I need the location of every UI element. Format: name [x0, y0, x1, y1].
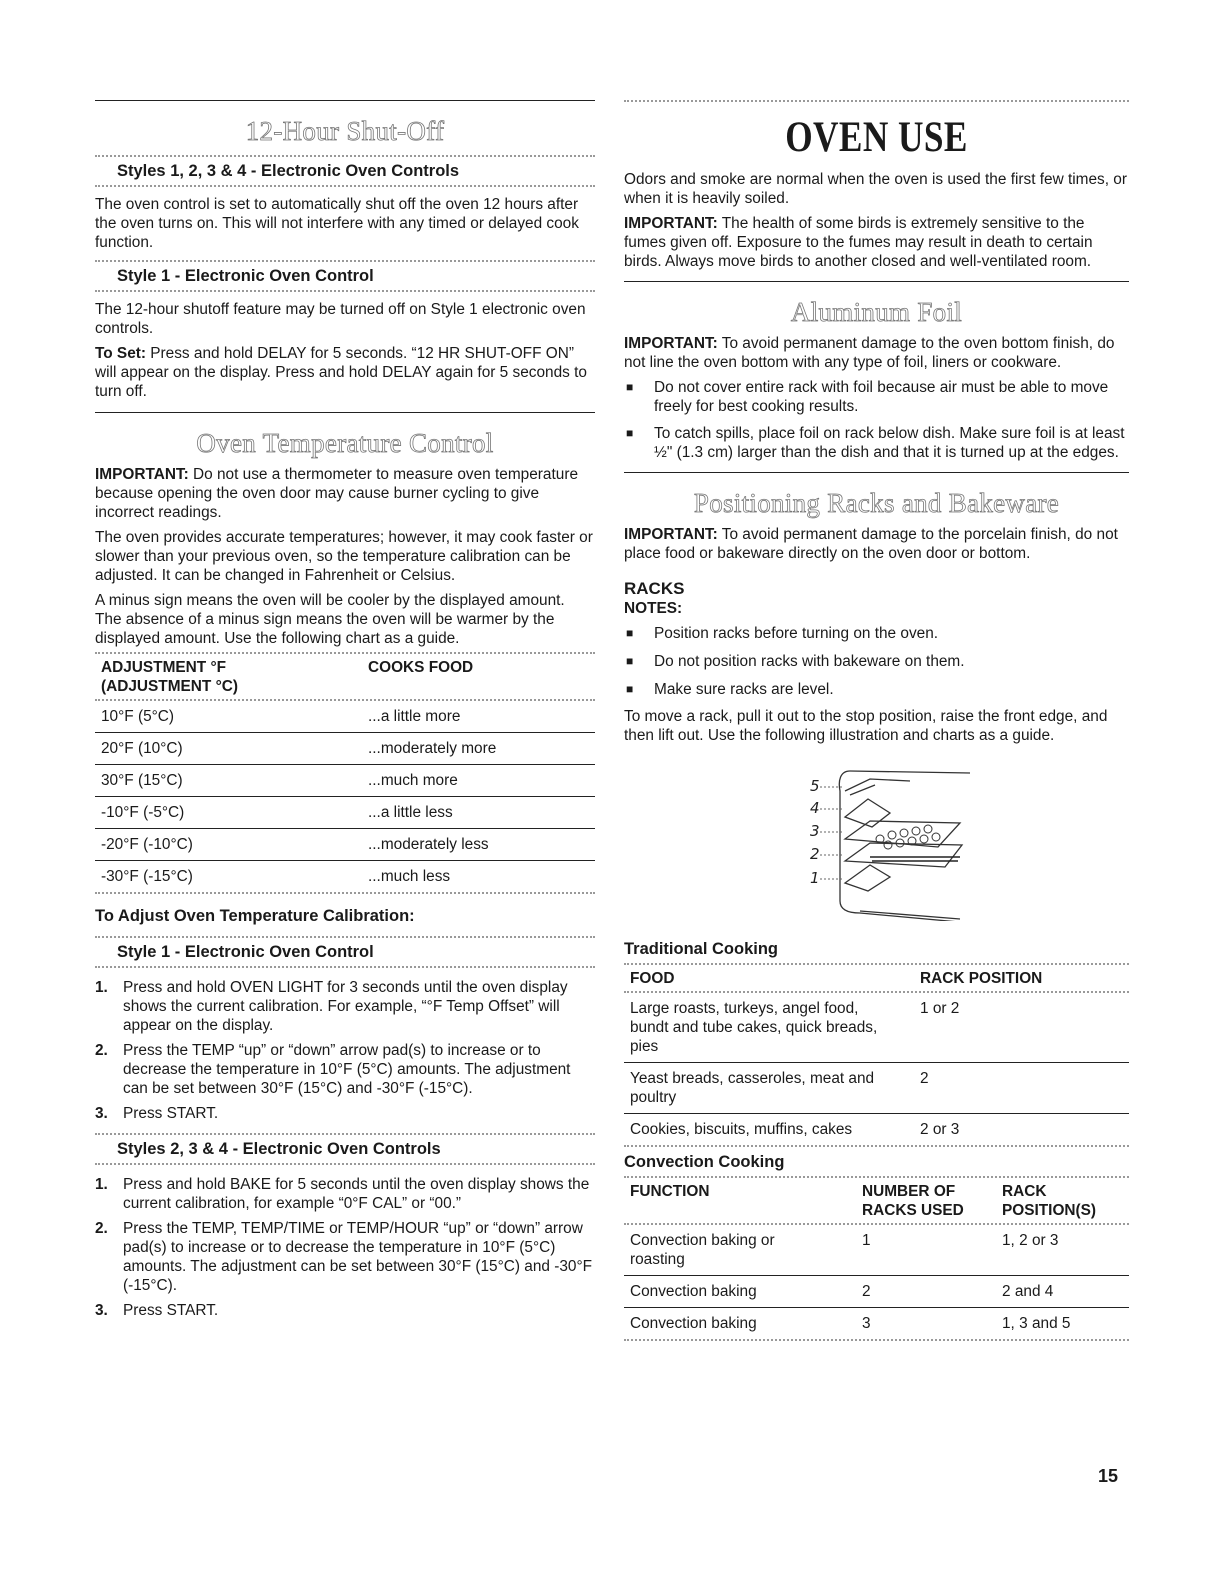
calibration-table — [95, 652, 595, 894]
list-item — [624, 624, 1129, 643]
convection-table — [624, 1178, 1129, 1341]
cell: Cookies, biscuits, muffins, cakes — [630, 1121, 853, 1138]
header-text: RACKS USED — [862, 1202, 964, 1219]
label: IMPORTANT: — [624, 215, 718, 232]
bullet-icon: ■ — [626, 654, 634, 668]
header-cell — [1002, 1182, 1096, 1220]
muffin-cup — [920, 835, 928, 843]
header-text: NUMBER OF — [862, 1183, 956, 1200]
text: Press and hold DELAY for 5 seconds. “12 HR SHUT-OFF ON” will appear on the display. Press and hold DELAY again for 5 seconds to turn off. — [95, 345, 587, 400]
paragraph: A minus sign means the oven will be cooler by the displayed amount. The absence of a minus sign means the oven will be warmer by the displayed amount. Use the following chart as a guide. — [95, 592, 565, 647]
muffin-cup — [888, 831, 896, 839]
cell: -30°F (-15°C) — [101, 868, 193, 885]
divider — [95, 412, 595, 413]
cell: 2 — [862, 1283, 871, 1300]
list-text: Press the TEMP, TEMP/TIME or TEMP/HOUR “up” or “down” arrow pad(s) to increase or to decrease the temperature in 10°F (5°C) amounts. The adjustment can be set between 30°F (15°C) and -30°F (-15°C). — [123, 1220, 593, 1294]
header-text: POSITION(S) — [1002, 1202, 1097, 1219]
subhead-adjust: To Adjust Oven Temperature Calibration: — [95, 907, 415, 925]
oven-top — [850, 771, 970, 773]
list-number: 2. — [95, 1220, 108, 1237]
cell: Yeast breads, casseroles, meat and poultry — [630, 1070, 875, 1106]
paragraph: To move a rack, pull it out to the stop position, raise the front edge, and then lift out. Use the following illustration and charts as a guide. — [624, 708, 1108, 744]
cell: 3 — [862, 1315, 871, 1332]
header-cell: ADJUSTMENT °F — [101, 659, 227, 676]
rack-label: 1 — [810, 869, 820, 887]
table-row — [95, 701, 595, 733]
rack-5 — [845, 779, 910, 795]
list-item — [624, 652, 1129, 671]
rack-label: 5 — [810, 777, 820, 795]
paragraph: The oven control is set to automatically shut off the oven 12 hours after the oven turns on. This will not interfere with any timed or delayed cook function. — [95, 196, 579, 251]
cell: ...moderately more — [368, 740, 497, 757]
list-text: Press and hold BAKE for 5 seconds until the oven display shows the current calibration, for example “0°F CAL” or “00.” — [123, 1176, 590, 1212]
list-text: Press the TEMP “up” or “down” arrow pad(s) to increase or to decrease the temperature in 10°F (5°C) amounts. The adjustment can be set between 30°F (15°C) and -30°F (-15°C). — [123, 1042, 571, 1097]
list-text: To catch spills, place foil on rack below dish. Make sure foil is at least ½" (1.3 cm) larger than the dish and that it is turned up at the edges. — [654, 425, 1125, 461]
list-item — [624, 378, 1129, 416]
header-cell: RACK POSITION — [920, 970, 1043, 987]
rack-label: 3 — [810, 822, 820, 840]
divider — [624, 1339, 1129, 1341]
divider — [624, 100, 1129, 102]
list-number: 3. — [95, 1302, 108, 1319]
cell: ...a little less — [368, 804, 453, 821]
racks-heading: RACKS — [624, 579, 685, 598]
rack-1 — [845, 865, 890, 891]
divider — [95, 185, 595, 187]
section-title-foil: Aluminum Foil — [790, 297, 963, 327]
header-cell: FOOD — [630, 970, 675, 987]
label: To Set: — [95, 345, 147, 362]
cell: 1 — [862, 1232, 871, 1249]
divider — [95, 966, 595, 968]
baking-sheet — [870, 857, 960, 861]
paragraph — [95, 465, 595, 522]
cell: 1, 2 or 3 — [1002, 1232, 1059, 1249]
right-column — [624, 100, 1129, 1341]
cell: 20°F (10°C) — [101, 740, 183, 757]
page-number: 15 — [1098, 1466, 1119, 1486]
left-column — [95, 100, 595, 1326]
divider — [95, 100, 595, 101]
text: The health of some birds is extremely sensitive to the fumes given off. Exposure to the fumes may result in death to certain birds. Always move birds to another closed and well-ventilated room. — [624, 215, 1093, 270]
cell: -10°F (-5°C) — [101, 804, 185, 821]
table-header — [624, 1178, 1129, 1223]
list-text: Do not position racks with bakeware on them. — [654, 653, 965, 670]
list-item — [624, 424, 1129, 462]
cell: 30°F (15°C) — [101, 772, 183, 789]
table-row — [624, 1276, 1129, 1308]
traditional-table — [624, 965, 1129, 1147]
header-cell: COOKS FOOD — [368, 659, 474, 676]
rack-label: 4 — [810, 799, 820, 817]
paragraph — [95, 344, 595, 401]
text: To avoid permanent damage to the oven bottom finish, do not line the oven bottom with any type of foil, liners or cookware. — [624, 335, 1115, 371]
cell: 2 — [920, 1070, 929, 1087]
bullet-icon: ■ — [626, 426, 634, 440]
muffin-cup — [900, 829, 908, 837]
paragraph — [624, 525, 1129, 563]
list-text: Make sure racks are level. — [654, 681, 834, 698]
paragraph: The oven provides accurate temperatures; however, it may cook faster or slower than your previous oven, so the temperature calibration can be adjusted. It can be changed in Fahrenheit or Celsius. — [95, 529, 593, 584]
section-title-temp: Oven Temperature Control — [196, 428, 494, 458]
cell: Convection baking — [630, 1315, 757, 1332]
subhead-styles-1-4: Styles 1, 2, 3 & 4 - Electronic Oven Controls — [117, 162, 460, 180]
cell: 2 or 3 — [920, 1121, 960, 1138]
list-item — [95, 1301, 595, 1320]
label: IMPORTANT: — [95, 466, 189, 483]
header-cell — [862, 1182, 1002, 1220]
paragraph — [624, 334, 1129, 372]
table-row — [624, 993, 1129, 1063]
muffin-cup — [924, 825, 932, 833]
muffin-cup — [932, 833, 940, 841]
subhead-style-1: Style 1 - Electronic Oven Control — [117, 943, 374, 961]
subhead-style-1: Style 1 - Electronic Oven Control — [117, 267, 374, 285]
list-number: 2. — [95, 1042, 108, 1059]
table-row — [624, 1308, 1129, 1339]
list-text: Press START. — [123, 1105, 219, 1122]
list-item — [624, 680, 1129, 699]
header-text: RACK — [1002, 1183, 1047, 1200]
cell: 1, 3 and 5 — [1002, 1315, 1071, 1332]
list-item — [95, 978, 595, 1035]
list-text: Press START. — [123, 1302, 219, 1319]
bullet-icon: ■ — [626, 682, 634, 696]
muffin-cup — [912, 827, 920, 835]
list-text: Press and hold OVEN LIGHT for 3 seconds until the oven display shows the current calibration. For example, “°F Temp Offset” will appear on the display. — [123, 979, 568, 1034]
cell: 10°F (5°C) — [101, 708, 175, 725]
divider — [624, 472, 1129, 473]
rack-2 — [845, 843, 962, 867]
list-item — [95, 1041, 595, 1098]
header-cell: (ADJUSTMENT °C) — [101, 678, 238, 695]
table-header — [624, 965, 1129, 991]
bullet-icon: ■ — [626, 380, 634, 394]
table-row — [624, 1225, 1129, 1276]
subhead-styles-2-4: Styles 2, 3 & 4 - Electronic Oven Controls — [117, 1140, 441, 1158]
table-row — [624, 1063, 1129, 1114]
divider — [95, 892, 595, 894]
table-row — [624, 1114, 1129, 1145]
list-number: 3. — [95, 1105, 108, 1122]
list-item — [95, 1104, 595, 1123]
cell: ...a little more — [368, 708, 461, 725]
list-text: Position racks before turning on the oven. — [654, 625, 939, 642]
title-wrap — [624, 114, 1129, 162]
cell: -20°F (-10°C) — [101, 836, 193, 853]
divider — [95, 1163, 595, 1165]
oven-wall — [839, 771, 970, 921]
table-row — [95, 829, 595, 861]
notes-heading: NOTES: — [624, 600, 683, 617]
table-header — [95, 654, 595, 699]
table-row — [95, 861, 595, 892]
list-number: 1. — [95, 1176, 108, 1193]
subhead-convection: Convection Cooking — [624, 1153, 785, 1171]
rack-label: 2 — [810, 845, 820, 863]
header-cell: FUNCTION — [630, 1183, 710, 1200]
table-row — [95, 765, 595, 797]
list-number: 1. — [95, 979, 108, 996]
label: IMPORTANT: — [624, 526, 718, 543]
table-row — [95, 733, 595, 765]
section-title-racks: Positioning Racks and Bakeware — [693, 488, 1060, 518]
label: IMPORTANT: — [624, 335, 718, 352]
paragraph: The 12-hour shutoff feature may be turned off on Style 1 electronic oven controls. — [95, 301, 586, 337]
divider — [95, 290, 595, 292]
list-item — [95, 1175, 595, 1213]
paragraph — [624, 214, 1129, 271]
cell: Convection baking or roasting — [630, 1232, 775, 1268]
cell: ...moderately less — [368, 836, 489, 853]
cell: ...much less — [368, 868, 451, 885]
cell: 2 and 4 — [1002, 1283, 1054, 1300]
text: Do not use a thermometer to measure oven temperature because opening the oven door may cause burner cycling to give incorrect readings. — [95, 466, 579, 521]
cell: ...much more — [368, 772, 458, 789]
cell: Large roasts, turkeys, angel food, bundt and tube cakes, quick breads, pies — [630, 1000, 878, 1055]
text: To avoid permanent damage to the porcelain finish, do not place food or bakeware directly on the oven door or bottom. — [624, 526, 1118, 562]
subhead-traditional: Traditional Cooking — [624, 940, 779, 958]
paragraph: Odors and smoke are normal when the oven is used the first few times, or when it is heavily soiled. — [624, 171, 1127, 207]
cell: 1 or 2 — [920, 1000, 960, 1017]
table-row — [95, 797, 595, 829]
section-title-shutoff: 12-Hour Shut-Off — [245, 116, 445, 146]
bullet-icon: ■ — [626, 626, 634, 640]
cell: Convection baking — [630, 1283, 757, 1300]
list-item — [95, 1219, 595, 1295]
oven-rack-illustration — [810, 761, 970, 921]
divider — [624, 281, 1129, 282]
list-text: Do not cover entire rack with foil because air must be able to move freely for best cooking results. — [654, 379, 1109, 415]
page-title: OVEN USE — [785, 114, 968, 161]
